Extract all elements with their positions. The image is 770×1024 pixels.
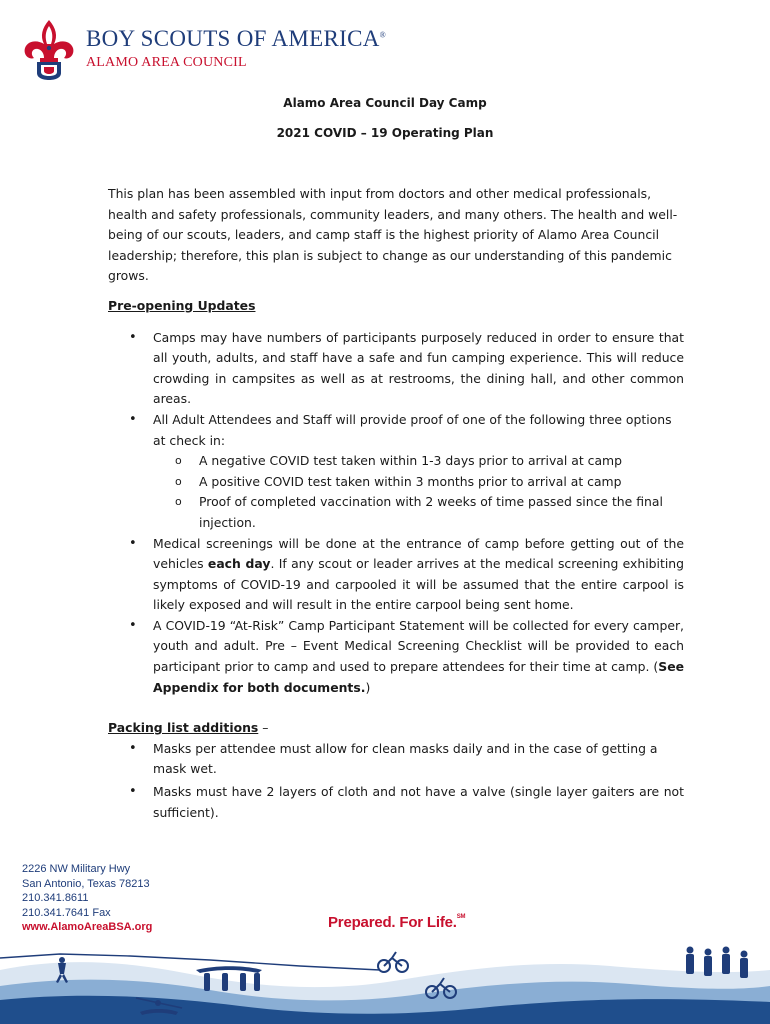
bullet-marker: •: [129, 740, 137, 756]
tagline: [328, 914, 465, 931]
outdoor-activities-banner: [0, 930, 770, 1024]
document-body: [108, 184, 684, 823]
list-item: [108, 534, 684, 616]
intro-paragraph: This plan has been assembled with input from doctors and other medical professionals, health and safety professionals, community leaders, and many others. The health and well-being of our scouts, leaders, and camp staff is the highest priority of Alamo Area Council leadership; therefore, this plan is subject to change as our understanding of this pandemic grows.: [108, 186, 678, 284]
service-mark: SM: [456, 914, 466, 920]
list-item: [108, 328, 684, 410]
phone-number: 210.341.8611: [22, 892, 89, 904]
bullet-marker: •: [129, 535, 137, 551]
sub-list-item: [153, 472, 684, 493]
sub-bullet-marker: o: [175, 454, 182, 468]
sub-bullet-marker: o: [175, 474, 182, 488]
list-item-text: Medical screenings will be done at the entrance of camp before getting out of the vehicles: [153, 535, 684, 572]
section-heading-packing: [108, 718, 684, 739]
list-item-text: Camps may have numbers of participants purposely reduced in order to ensure that all youth, adults, and staff have a safe and fun camping experience. This will reduce crowding in campsites as well as at restrooms, the dining hall, and other common areas.: [153, 329, 684, 407]
list-item-text: A COVID-19 “At-Risk” Camp Participant Statement will be collected for every camper, youth and adult. Pre – Event Medical Screening Checklist will be provided to each participant prior to camp and used to prepare attendees for their time at camp. (: [153, 617, 684, 675]
bullet-marker: •: [129, 617, 137, 633]
list-item: [108, 739, 684, 780]
bullet-marker: •: [129, 784, 137, 800]
list-item-text: ): [365, 679, 371, 695]
sub-list-item-text: Proof of completed vaccination with 2 weeks of time passed since the final injection.: [199, 494, 663, 530]
bullet-marker: •: [129, 329, 137, 345]
document-subtitle: 2021 COVID – 19 Operating Plan: [276, 126, 494, 140]
list-item-text: Masks must have 2 layers of cloth and not have a valve (single layer gaiters are not sufficient).: [153, 784, 684, 820]
packing-heading-text: Packing list additions: [108, 720, 259, 736]
trademark-mark: ®: [379, 30, 387, 40]
list-item-text: . If any scout or leader arrives at the medical screening exhibiting symptoms of COVID-19 and carpooled it will be assumed that the entire carpool is likely exposed and will result in the entire carpool being sent home.: [153, 556, 685, 613]
sub-list-item-text: A positive COVID test taken within 3 months prior to arrival at camp: [199, 473, 622, 489]
sub-list-item-text: A negative COVID test taken within 1-3 days prior to arrival at camp: [199, 453, 622, 469]
preopening-list: [108, 328, 684, 699]
city-state-zip: San Antonio, Texas 78213: [22, 877, 150, 890]
options-list: [153, 451, 684, 533]
footer-address-block: [22, 862, 152, 935]
website-link[interactable]: www.AlamoAreaBSA.org: [22, 921, 153, 933]
sub-bullet-marker: o: [175, 495, 182, 509]
org-name: BOY SCOUTS OF AMERICA®: [86, 26, 387, 51]
fax-number: 210.341.7641 Fax: [22, 906, 111, 919]
packing-list: [108, 739, 684, 823]
street-address: 2226 NW Military Hwy: [22, 863, 131, 875]
bullet-marker: •: [129, 411, 137, 427]
heading-suffix: –: [258, 720, 269, 736]
emphasis-text: each day: [207, 556, 271, 572]
list-item: [108, 410, 684, 534]
appendix-reference: See Appendix for both documents.: [153, 659, 684, 695]
fleur-de-lis-emblem-icon: [20, 18, 78, 82]
list-item-text: Masks per attendee must allow for clean masks daily and in the case of getting a mask wet.: [153, 740, 658, 777]
mountain-biker-figure-1: [378, 952, 408, 972]
document-title: Alamo Area Council Day Camp: [283, 96, 487, 110]
section-heading-preopening: Pre-opening Updates: [108, 297, 256, 313]
list-item-text: All Adult Attendees and Staff will provide proof of one of the following three options at check in:: [153, 411, 672, 448]
council-name: ALAMO AREA COUNCIL: [86, 55, 247, 70]
list-item: [108, 616, 684, 698]
tagline-text: Prepared. For Life.: [328, 914, 457, 931]
sub-list-item: [153, 451, 684, 472]
list-item: [108, 782, 684, 823]
letterhead: [20, 16, 387, 86]
sub-list-item: [153, 492, 684, 533]
